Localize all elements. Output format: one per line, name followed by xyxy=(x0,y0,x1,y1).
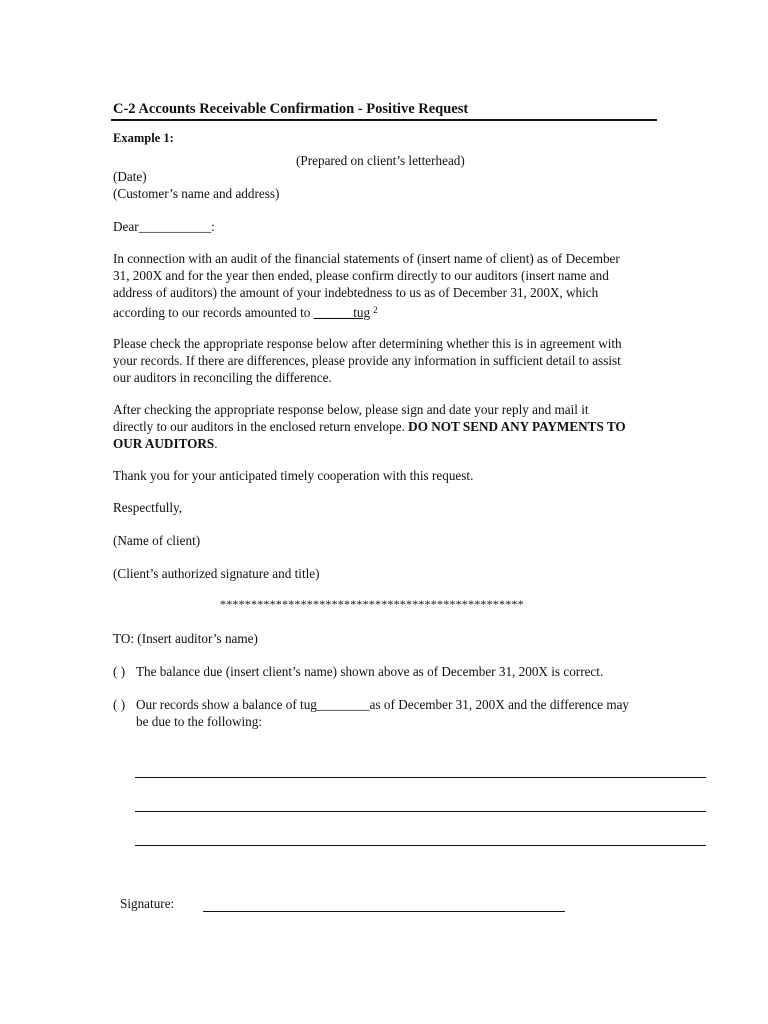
option-correct-checkbox[interactable]: ( ) xyxy=(113,664,126,679)
letterhead-note: (Prepared on client’s letterhead) xyxy=(296,153,465,168)
footnote-marker: 2 xyxy=(373,305,378,315)
paragraph-line: address of auditors) the amount of your indebtedness to us as of December 31, 200X, which xyxy=(113,285,599,300)
warning-period: . xyxy=(214,436,218,451)
option-difference-checkbox[interactable]: ( ) xyxy=(113,697,126,712)
paragraph-line: your records. If there are differences, please provide any information in sufficient detail to assist xyxy=(113,353,621,368)
signature-label: Signature: xyxy=(120,896,175,911)
amount-blank: ______tug xyxy=(313,305,371,320)
option-correct-text: The balance due (insert client’s name) shown above as of December 31, 200X is correct. xyxy=(136,664,604,679)
example-label: Example 1: xyxy=(113,131,174,145)
client-signature-placeholder: (Client’s authorized signature and title) xyxy=(113,566,320,581)
customer-placeholder: (Customer’s name and address) xyxy=(113,186,280,201)
paragraph-mail-reply xyxy=(113,401,673,452)
title-underline xyxy=(111,119,657,121)
paragraph-line-warning xyxy=(113,418,673,435)
paragraph-line: After checking the appropriate response below, please sign and date your reply and mail it xyxy=(113,402,589,417)
our-auditors-warning: OUR AUDITORS xyxy=(113,436,215,451)
paragraph-check-response xyxy=(113,335,673,386)
signature-line[interactable] xyxy=(203,911,565,912)
mail-instruction: directly to our auditors in the enclosed return envelope. xyxy=(113,419,409,434)
thanks-line: Thank you for your anticipated timely cooperation with this request. xyxy=(113,468,474,483)
paragraph-line-amount xyxy=(113,304,673,321)
salutation: Dear___________: xyxy=(113,219,215,234)
client-name-placeholder: (Name of client) xyxy=(113,533,201,548)
amount-prefix: according to our records amounted to xyxy=(113,305,314,320)
difference-blank-line[interactable] xyxy=(135,777,706,778)
difference-blank-line[interactable] xyxy=(135,811,706,812)
closing: Respectfully, xyxy=(113,500,183,515)
paragraph-line-warning xyxy=(113,435,673,452)
paragraph-audit-request xyxy=(113,250,673,321)
separator-stars: ************************************************* xyxy=(220,597,524,611)
paragraph-line: our auditors in reconciling the difference. xyxy=(113,370,332,385)
paragraph-line: In connection with an audit of the financial statements of (insert name of client) as of December xyxy=(113,251,620,266)
difference-blank-line[interactable] xyxy=(135,845,706,846)
option-difference-text-cont: be due to the following: xyxy=(136,714,262,729)
paragraph-line: Please check the appropriate response below after determining whether this is in agreement with xyxy=(113,336,622,351)
paragraph-line: 31, 200X and for the year then ended, please confirm directly to our auditors (insert name and xyxy=(113,268,609,283)
option-difference-text: Our records show a balance of tug________as of December 31, 200X and the difference may xyxy=(136,697,630,712)
date-placeholder: (Date) xyxy=(113,169,147,184)
document-title: C-2 Accounts Receivable Confirmation - Positive Request xyxy=(113,101,469,117)
to-line: TO: (Insert auditor’s name) xyxy=(113,631,258,646)
no-payments-warning: DO NOT SEND ANY PAYMENTS TO xyxy=(408,419,626,434)
